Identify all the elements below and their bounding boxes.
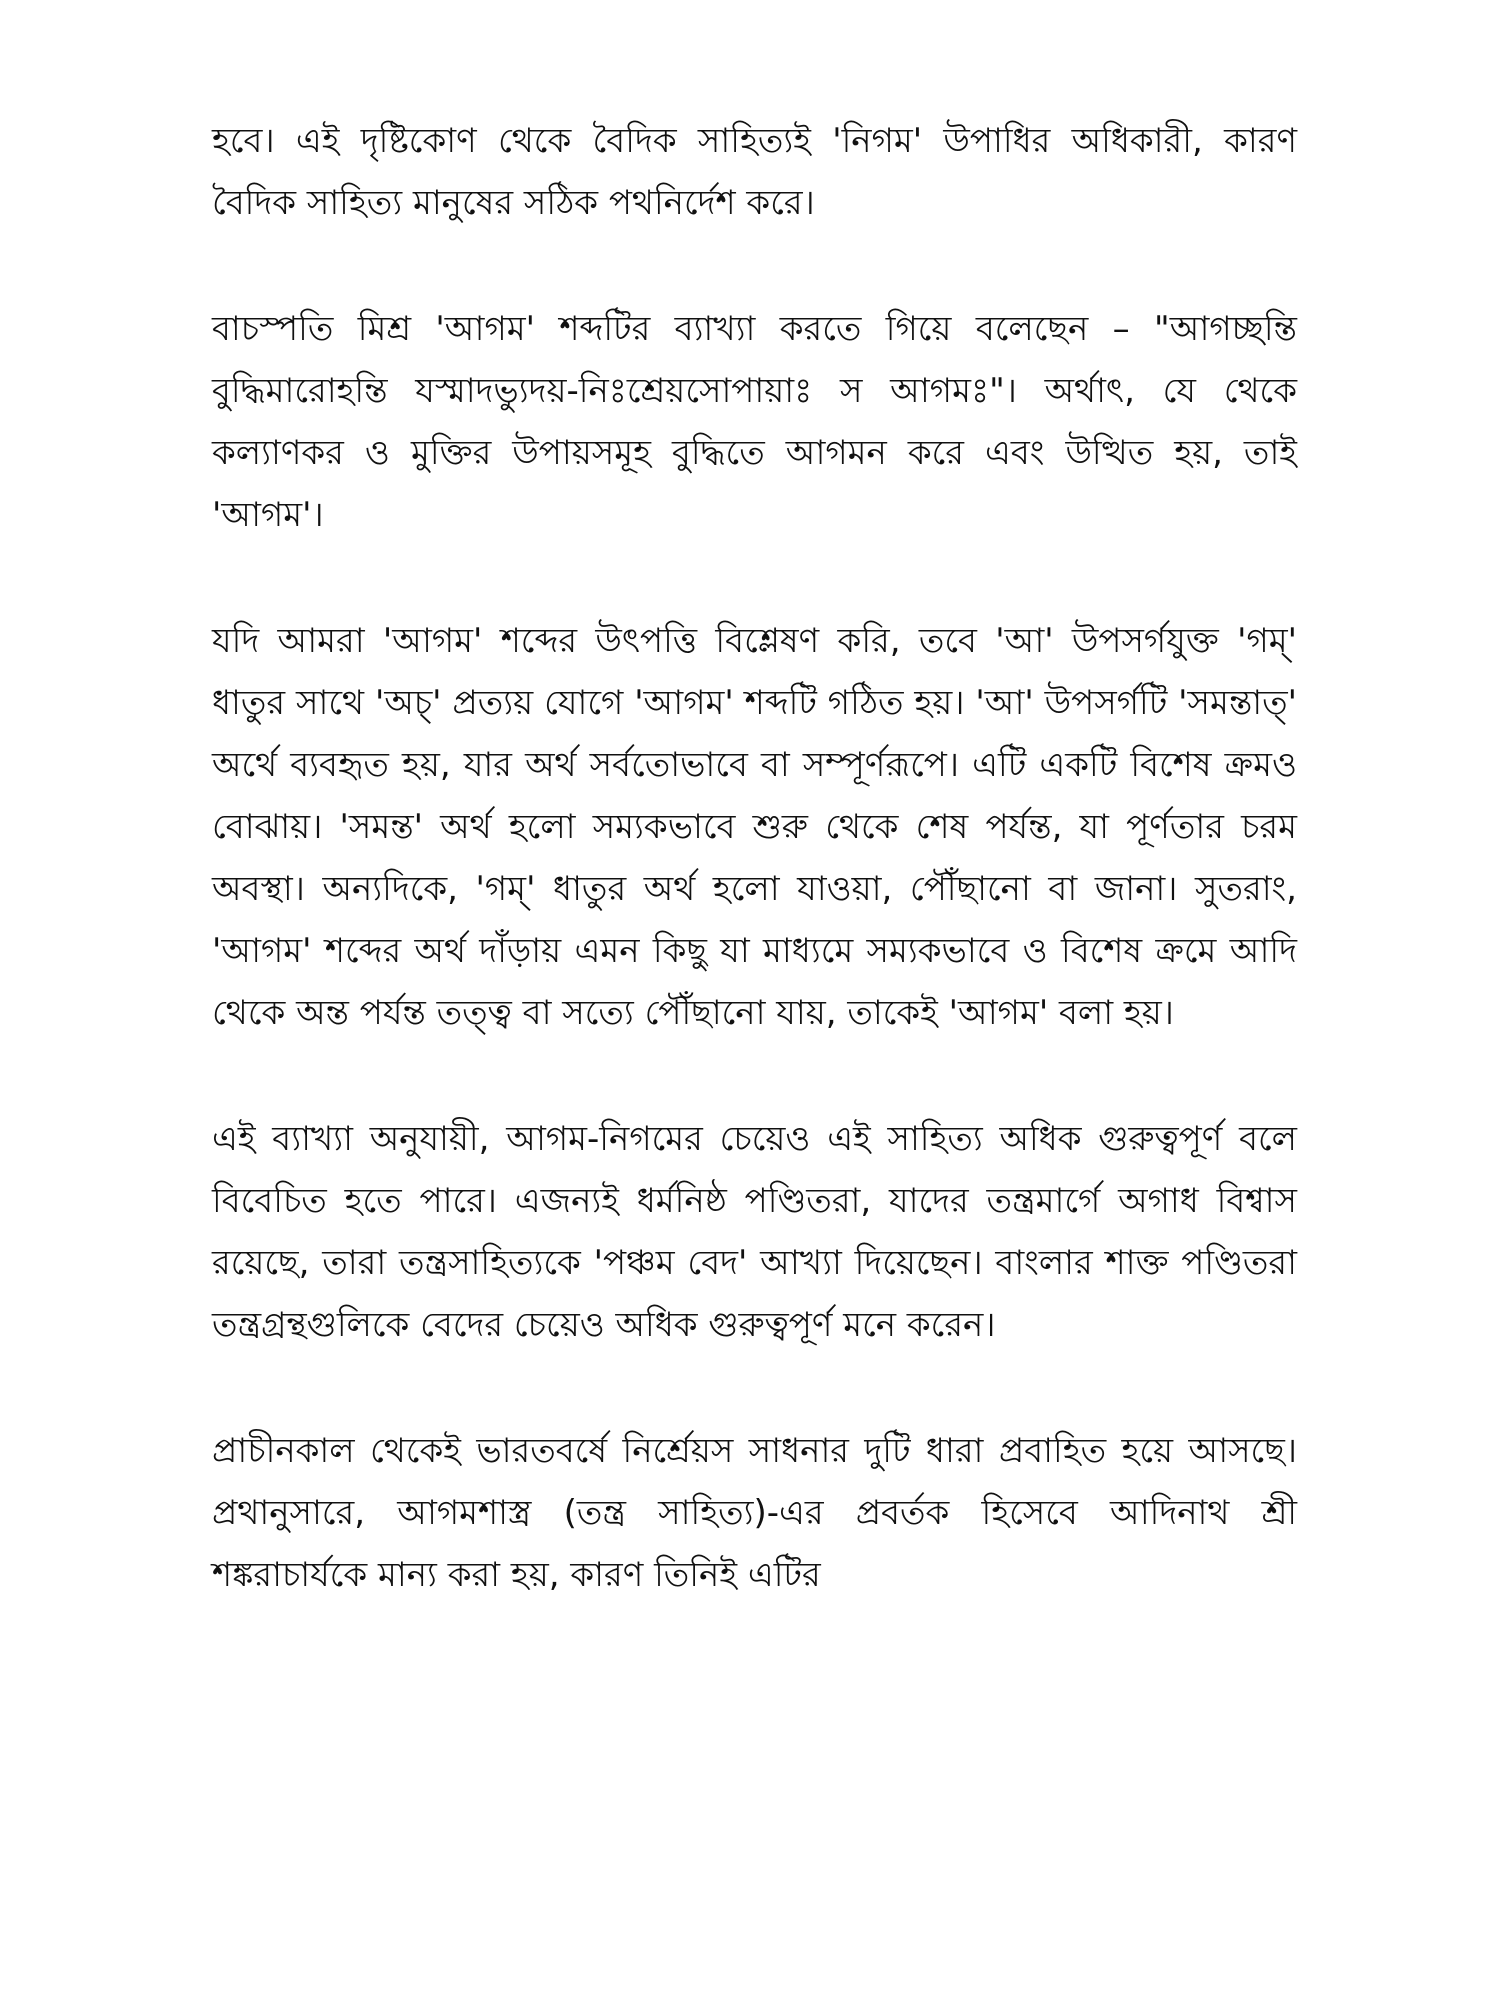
- paragraph-5: প্রাচীনকাল থেকেই ভারতবর্ষে নির্শ্রেয়স সাধনার দুটি ধারা প্রবাহিত হয়ে আসছে। প্রথানুসারে, আগমশাস্ত্র (তন্ত্র সাহিত্য)-এর প্রবর্তক হিসেবে আদিনাথ শ্রী শঙ্করাচার্যকে মান্য করা হয়, কারণ তিনিই এটির: [212, 1431, 1297, 1595]
- paragraph-4: এই ব্যাখ্যা অনুযায়ী, আগম-নিগমের চেয়েও এই সাহিত্য অধিক গুরুত্বপূর্ণ বলে বিবেচিত হতে পারে। এজন্যই ধর্মনিষ্ঠ পণ্ডিতরা, যাদের তন্ত্রমার্গে অগাধ বিশ্বাস রয়েছে, তারা তন্ত্রসাহিত্যকে 'পঞ্চম বেদ' আখ্যা দিয়েছেন। বাংলার শাক্ত পণ্ডিতরা তন্ত্রগ্রন্থগুলিকে বেদের চেয়েও অধিক গুরুত্বপূর্ণ মনে করেন।: [212, 1119, 1297, 1345]
- paragraph-2: বাচস্পতি মিশ্র 'আগম' শব্দটির ব্যাখ্যা করতে গিয়ে বলেছেন – "আগচ্ছন্তি বুদ্ধিমারোহন্তি যস্মাদভ্যুদয়-নিঃশ্রেয়সোপায়াঃ স আগমঃ"। অর্থাৎ, যে থেকে কল্যাণকর ও মুক্তির উপায়সমূহ বুদ্ধিতে আগমন করে এবং উত্থিত হয়, তাই 'আগম'।: [212, 309, 1297, 535]
- paragraph-3: যদি আমরা 'আগম' শব্দের উৎপত্তি বিশ্লেষণ করি, তবে 'আ' উপসর্গযুক্ত 'গম্' ধাতুর সাথে 'অচ্' প্রত্যয় যোগে 'আগম' শব্দটি গঠিত হয়। 'আ' উপসর্গটি 'সমন্তাত্' অর্থে ব্যবহৃত হয়, যার অর্থ সর্বতোভাবে বা সম্পূর্ণরূপে। এটি একটি বিশেষ ক্রমও বোঝায়। 'সমন্ত' অর্থ হলো সম্যকভাবে শুরু থেকে শেষ পর্যন্ত, যা পূর্ণতার চরম অবস্থা। অন্যদিকে, 'গম্' ধাতুর অর্থ হলো যাওয়া, পৌঁছানো বা জানা। সুতরাং, 'আগম' শব্দের অর্থ দাঁড়ায় এমন কিছু যা মাধ্যমে সম্যকভাবে ও বিশেষ ক্রমে আদি থেকে অন্ত পর্যন্ত তত্ত্ব বা সত্যে পৌঁছানো যায়, তাকেই 'আগম' বলা হয়।: [212, 621, 1297, 1033]
- document-body: [212, 110, 1297, 1606]
- paragraph-1: হবে। এই দৃষ্টিকোণ থেকে বৈদিক সাহিত্যই 'নিগম' উপাধির অধিকারী, কারণ বৈদিক সাহিত্য মানুষের সঠিক পথনির্দেশ করে।: [212, 121, 1297, 223]
